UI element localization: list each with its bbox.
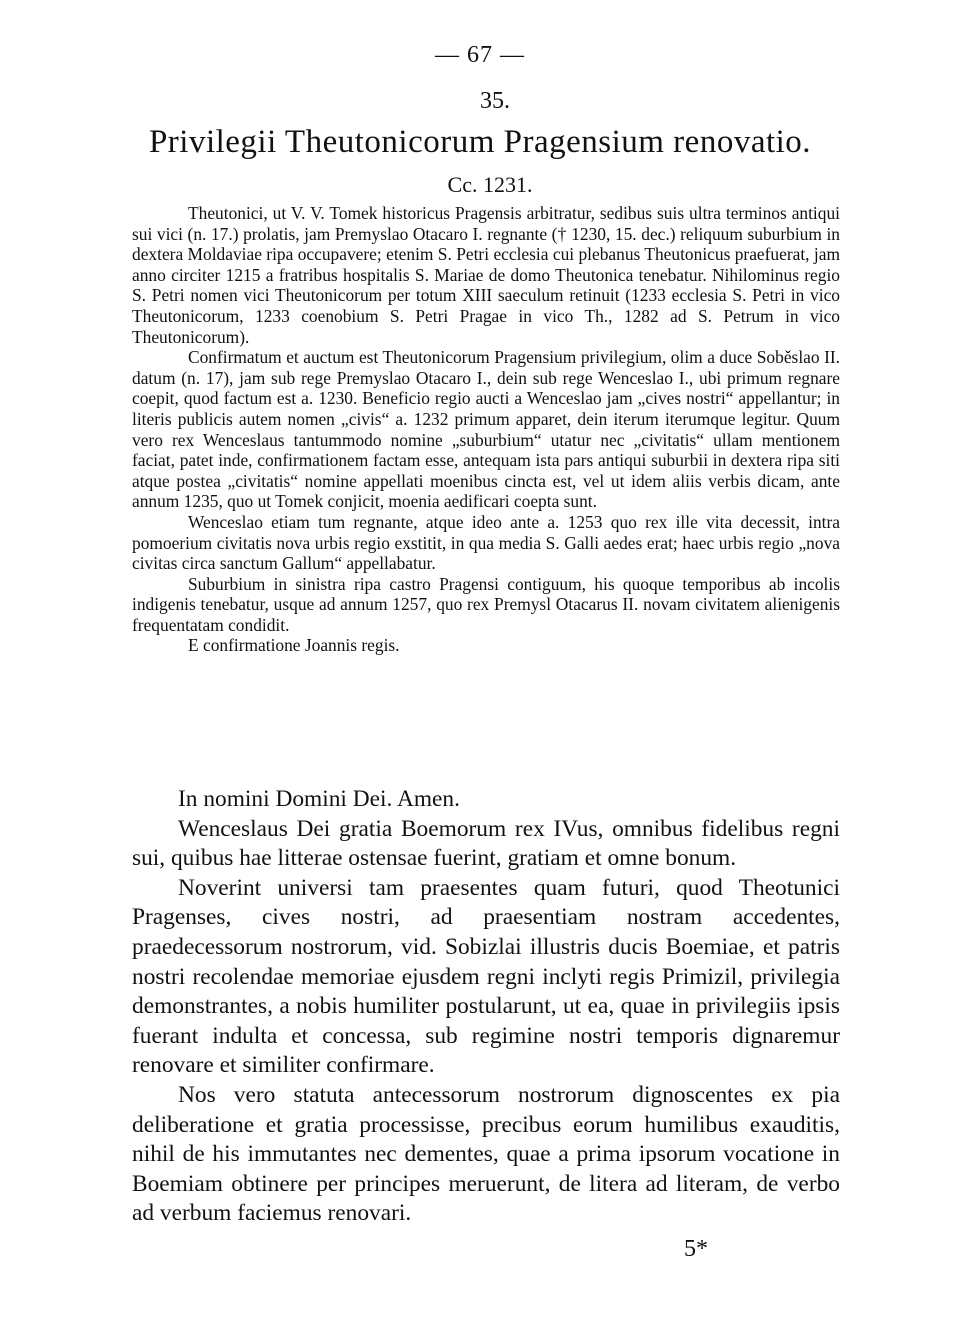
- document-number: 35.: [480, 88, 510, 114]
- charter-paragraph: Wenceslaus Dei gratia Boemorum rex IVus, omnibus fidelibus regni sui, quibus hae litterae ostensae fuerint, gratiam et omne bonum.: [132, 815, 840, 872]
- charter-text: [132, 785, 840, 1229]
- commentary-paragraph: Theutonici, ut V. V. Tomek historicus Pragensis arbitratur, sedibus suis ultra terminos antiqui sui vici (n. 17.) prolatis, jam Premyslao Otacaro I. regnante († 1230, 15. dec.) reliquum suburbium in dextera Moldaviae ripa occupavere; etenim S. Petri ecclesia cui plebanus Theutonicus praefuerat, jam anno circiter 1215 a fratribus hospitalis S. Mariae de domo Theutonica tenebatur. Nihilominus regio S. Petri nomen vici Theutonicorum per totum XIII saeculum retinuit (1233 ecclesia S. Petri in vico Theutonicorum, 1233 coenobium S. Petri Pragae in vico Th., 1282 ad S. Petrum in vico Theutonicorum).: [132, 203, 840, 347]
- commentary-paragraph: Wenceslao etiam tum regnante, atque ideo ante a. 1253 quo rex ille vita decessit, intra pomoerium civitatis nova urbis regio exstitit, in qua media S. Galli aedes erat; haec urbis regio „nova civitas circa sanctum Gallum“ appellabatur.: [132, 511, 840, 574]
- commentary-source-note: E confirmatione Joannis regis.: [188, 635, 400, 656]
- charter-invocation: In nomini Domini Dei. Amen.: [178, 786, 460, 812]
- charter-paragraph: Nos vero statuta antecessorum nostrorum dignoscentes ex pia deliberatione et gratia processisse, precibus eorum humilibus exauditis, nihil de his immutantes nec dementes, quae a prima ipsorum vocatione in Boemiam obtinere per principes meruerunt, de litera ad literam, de verbo ad verbum faciemus renovari.: [132, 1081, 840, 1227]
- page-number: — 67 —: [435, 42, 525, 68]
- document-title: Privilegii Theutonicorum Pragensium renovatio.: [148, 124, 812, 160]
- commentary-paragraph: Suburbium in sinistra ripa castro Pragensi contiguum, his quoque temporibus ab incolis indigenis tenebatur, usque ad annum 1257, quo rex Premysl Otacarus II. novam civitatem alienigenis frequentatam condidit.: [132, 573, 840, 635]
- document-date: Cc. 1231.: [447, 172, 533, 197]
- commentary-paragraph: Confirmatum et auctum est Theutonicorum Pragensium privilegium, olim a duce Soběslao II. datum (n. 17), jam sub rege Premyslao Otacaro I., dein sub rege Wenceslao I., ubi primum regnare coepit, quod factum est a. 1230. Beneficio regio aucti a Wenceslao jam „cives nostri“ appellantur; in literis publicis autem nomen „civis“ a. 1232 primum apparet, dein iterum iterumque legitur. Quum vero rex Wenceslaus tantummodo nomine „suburbium“ utatur nec „civitatis“ ullam mentionem faciat, patet inde, confirmationem factam esse, antequam ista pars antiqui suburbii in dextera ripa siti atque postea „civitatis“ nomine appellati moenibus cincta est, vel ut idem aliis verbis dicam, ante annum 1235, quo ut Tomek conjicit, moenia aedificari coepta sunt.: [132, 347, 840, 512]
- editorial-commentary: [132, 203, 840, 656]
- printer-signature-mark: 5*: [684, 1236, 708, 1262]
- charter-paragraph: Noverint universi tam praesentes quam futuri, quod Theotunici Pragenses, cives nostri, ad praesentiam nostram accedentes, praedecessorum nostrorum, vid. Sobizlai illustris ducis Boemiae, et patris nostri recolendae memoriae ejusdem regni inclyti regis Primizil, privilegia demonstrantes, a nobis humiliter postularunt, ut ea, quae in privilegiis ipsis fuerant indulta et concessa, sub regimine nostri temporis dignaremur renovare et similiter confirmare.: [132, 874, 840, 1079]
